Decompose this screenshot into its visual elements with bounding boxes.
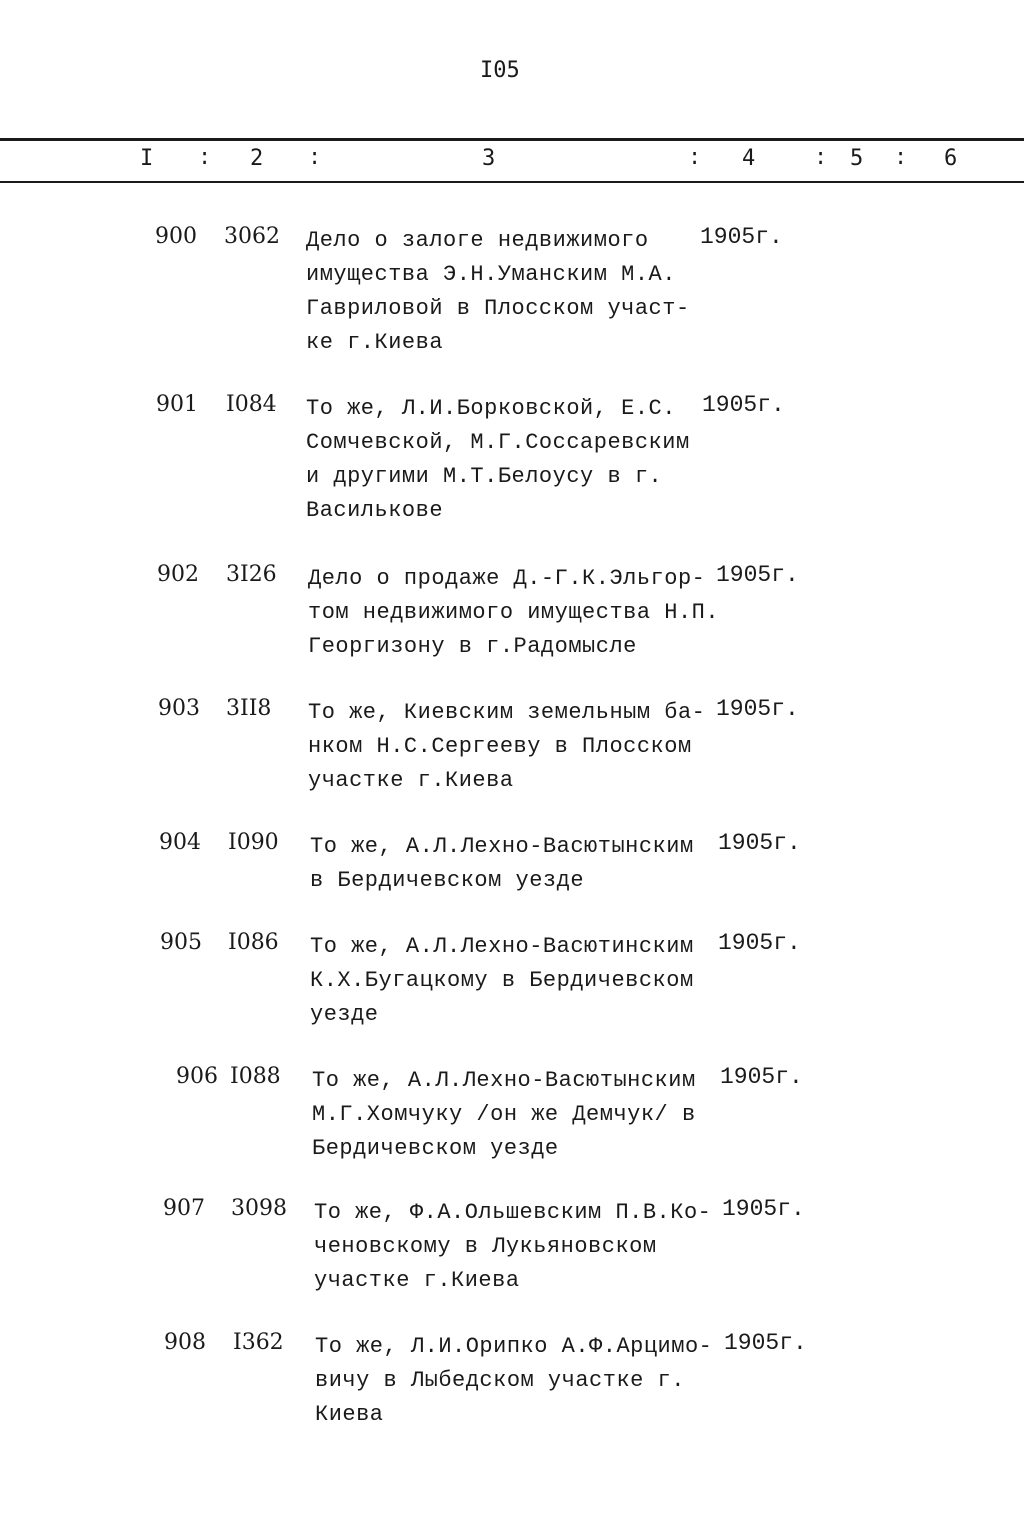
item-description: Дело о продаже Д.-Г.К.Эльгор- том недвижимого имущества Н.П. Георгизону в г.Радомысле	[308, 566, 720, 659]
item-year: 1905г.	[720, 1064, 803, 1090]
item-number: 903	[158, 696, 200, 721]
column-header-2: 2	[250, 146, 264, 171]
column-header-4: 4	[742, 146, 756, 171]
column-separator: :	[688, 146, 702, 171]
item-number: 902	[157, 562, 199, 587]
item-year: 1905г.	[700, 224, 783, 250]
item-code: 3062	[224, 224, 280, 249]
item-code: 3II8	[226, 696, 272, 721]
item-code: I090	[228, 830, 279, 855]
column-header-6: 6	[944, 146, 958, 171]
item-year: 1905г.	[722, 1196, 805, 1222]
header-rule-top	[0, 138, 1024, 141]
item-year: 1905г.	[716, 696, 799, 722]
item-description: То же, Ф.А.Ольшевским П.В.Ко- ченовскому в Лукьяновском участке г.Киева	[314, 1200, 712, 1293]
item-description: Дело о залоге недвижимого имущества Э.Н.Уманским М.А. Гавриловой в Плосском участ- ке г.Киева	[306, 228, 690, 355]
column-header-1: I	[140, 146, 154, 171]
item-year: 1905г.	[716, 562, 799, 588]
item-code: I084	[226, 392, 277, 417]
item-number: 905	[160, 930, 202, 955]
item-year: 1905г.	[702, 392, 785, 418]
item-number: 901	[156, 392, 198, 417]
item-year: 1905г.	[724, 1330, 807, 1356]
item-code: I362	[233, 1330, 284, 1355]
item-number: 908	[164, 1330, 206, 1355]
item-code: I088	[230, 1064, 281, 1089]
item-number: 900	[155, 224, 197, 249]
item-code: 3I26	[226, 562, 277, 587]
item-description: То же, Киевским земельным ба- нком Н.С.Сергееву в Плосском участке г.Киева	[308, 700, 706, 793]
item-number: 906	[176, 1064, 218, 1089]
column-separator: :	[814, 146, 828, 171]
item-description: То же, А.Л.Лехно-Васютинским К.Х.Бугацкому в Бердичевском уезде	[310, 934, 694, 1027]
column-header-5: 5	[850, 146, 864, 171]
page-number: I05	[480, 58, 520, 83]
item-description: То же, Л.И.Борковской, Е.С. Сомчевской, М.Г.Соссаревским и другими М.Т.Белоусу в г. Василькове	[306, 396, 690, 523]
column-separator: :	[198, 146, 212, 171]
item-number: 904	[159, 830, 201, 855]
item-description: То же, Л.И.Орипко А.Ф.Арцимо- вичу в Лыбедском участке г. Киева	[315, 1334, 713, 1427]
item-year: 1905г.	[718, 930, 801, 956]
item-year: 1905г.	[718, 830, 801, 856]
column-separator: :	[308, 146, 322, 171]
item-code: I086	[228, 930, 279, 955]
column-separator: :	[894, 146, 908, 171]
item-number: 907	[163, 1196, 205, 1221]
item-code: 3098	[231, 1196, 287, 1221]
header-rule-bottom	[0, 181, 1024, 183]
column-header-3: 3	[482, 146, 496, 171]
item-description: То же, А.Л.Лехно-Васютынским в Бердичевском уезде	[310, 834, 694, 893]
item-description: То же, А.Л.Лехно-Васютынским М.Г.Хомчуку /он же Демчук/ в Бердичевском уезде	[312, 1068, 696, 1161]
